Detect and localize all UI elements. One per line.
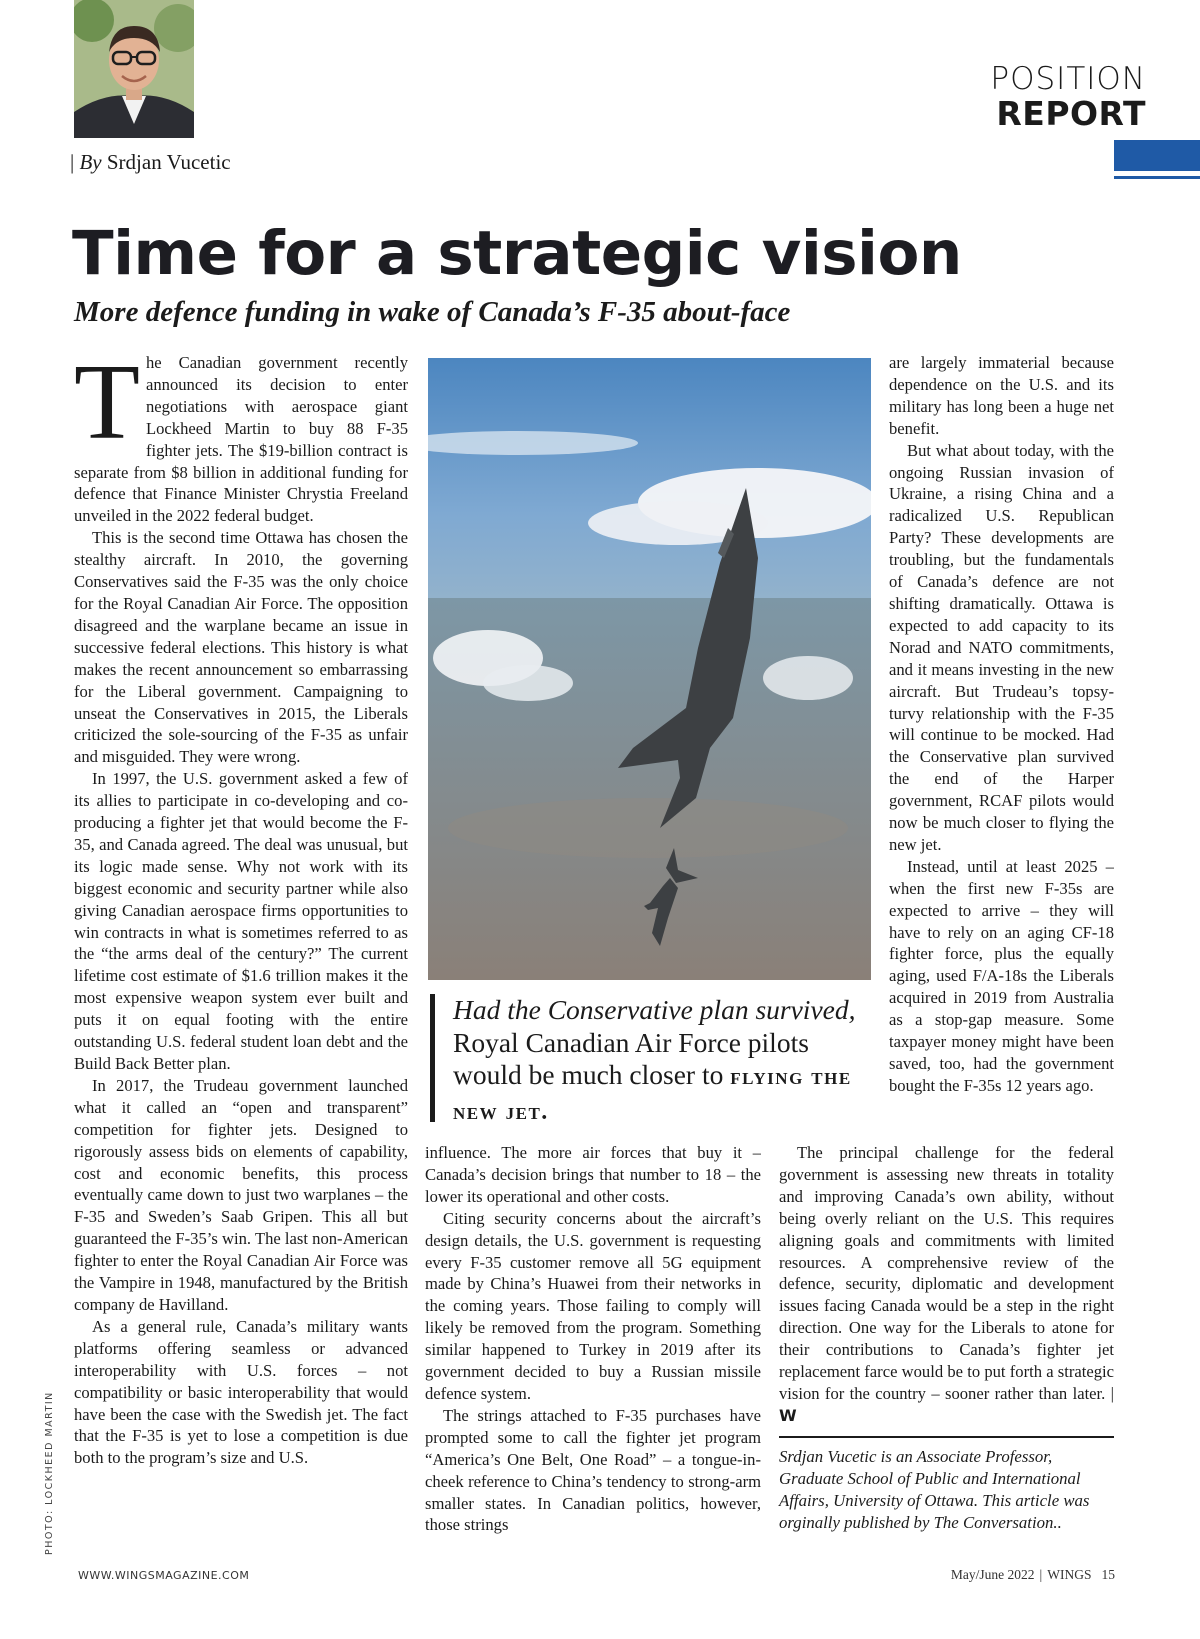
- paragraph-text: he Canadian government recently announced its decision to enter negotiations with aerospace giant Lockheed Martin to buy 88 F-35 fighter jets. The $19-billion contract is separate from $8 billion in additional funding for defence that Finance Minister Chrystia Freeland unveiled in the 2022 federal budget.: [74, 353, 408, 526]
- paragraph: In 2017, the Trudeau government launched what it called an “open and transparent” competition for fighter jets. Designed to rigorously assess bids on elements of capability, cost and economic benefits, this process eventually came down to just two warplanes – the F-35 and Sweden’s Saab Gripen. This all but guaranteed the F-35’s win. The last non-American fighter to enter the Royal Canadian Air Force was the Vampire in 1948, manufactured by the British company de Havilland.: [74, 1075, 408, 1314]
- pull-quote-text: Royal Canadian Air Force pilots would be much closer to: [453, 1026, 809, 1090]
- paragraph: [779, 1142, 1114, 1426]
- byline-author: Srdjan Vucetic: [106, 150, 231, 174]
- byline-by: By: [79, 150, 102, 174]
- paragraph: are largely immaterial because dependence on the U.S. and its military has long been a huge net benefit.: [889, 353, 1114, 438]
- section-accent-line: [1114, 176, 1200, 179]
- byline-prefix: |: [70, 150, 80, 174]
- footer-issue-info: [951, 1567, 1115, 1583]
- paragraph: [74, 352, 408, 527]
- paragraph: This is the second time Ottawa has chosen the stealthy aircraft. In 2010, the governing Conservatives said the F-35 was the only choice for the Royal Canadian Air Force. The opposition disagreed and the warplane became an issue in successive federal elections. This history is what makes the recent announcement so embarrassing for the Liberal government. Campaigning to unseat the Conservatives in 2015, the Liberals criticized the sole-sourcing of the F-35 as unfair and misguided. They were wrong.: [74, 528, 408, 767]
- article-column-2: [425, 1142, 761, 1560]
- article-column-1: [74, 352, 408, 1560]
- paragraph: Citing security concerns about the aircraft’s design details, the U.S. government is requesting every F-35 customer remove all 5G equipment made by China’s Huawei from their networks in the coming years. Those failing to comply will likely be removed from the program. Something similar happened to Turkey in 2019 after its government decided to buy a Russian missile defence system.: [425, 1208, 761, 1403]
- pull-quote-smallcaps: flying the new jet.: [453, 1064, 852, 1125]
- article-column-3-bottom: [779, 1142, 1114, 1426]
- pull-quote-italic: Had the Conservative plan survived,: [453, 994, 856, 1025]
- paragraph: Instead, until at least 2025 – when the first new F-35s are expected to arrive – they will have to rely on an aging CF-18 fighter force, plus the equally aging, used F/A-18s the Liberals acquired in 2019 from Australia as a stop-gap measure. Some taxpayer money might have been saved, too, had the government bought the F-35s 12 years ago.: [889, 856, 1114, 1095]
- f35-photo: [428, 358, 871, 980]
- footer-magazine: WINGS: [1047, 1567, 1092, 1582]
- paragraph: In 1997, the U.S. government asked a few of its allies to participate in co-developing and co-producing a fighter jet that would become the F-35, and Canada agreed. The deal was unusual, but its logic made sense. Why not work with its biggest economic and security partner while also giving Canadian aerospace firms opportunities to win contracts in what is sometimes referred to as the “the arms deal of the century?” The current lifetime cost estimate of $1.6 trillion makes it the most expensive weapon system ever built and puts it on equal footing with the entire outstanding U.S. federal student loan debt and the Build Back Better plan.: [74, 769, 408, 1073]
- paragraph: As a general rule, Canada’s military wants platforms offering seamless or advanced interoperability with U.S. forces – not compatibility or basic interoperability that would have been the case with the Swedish jet. The fact that the F-35 is yet to lose a competition is due both to the program’s size and U.S.: [74, 1316, 408, 1468]
- end-mark: W: [779, 1405, 797, 1425]
- deck: More defence funding in wake of Canada’s F-35 about-face: [74, 296, 791, 328]
- drop-cap: T: [74, 352, 140, 462]
- paragraph: influence. The more air forces that buy it – Canada’s decision brings that number to 18 – the lower its operational and other costs.: [425, 1143, 761, 1206]
- paragraph: The strings attached to F-35 purchases have prompted some to call the fighter jet program “America’s One Belt, One Road” – a tongue-in-cheek reference to China’s tendency to strong-arm smaller states. In Canadian politics, however, those strings: [425, 1405, 761, 1535]
- section-accent-bar: [1114, 140, 1200, 171]
- footer-website: WWW.WINGSMAGAZINE.COM: [78, 1569, 250, 1582]
- paragraph-text: The principal challenge for the federal government is assessing new threats in totality and improving Canada’s own ability, without being overly reliant on the U.S. This requires aligning goals and commitments with limited resources. A comprehensive review of the defence, security, diplomatic and development issues facing Canada would be a step in the right direction. One way for the Liberals to atone for their contributions to Canada’s fighter jet replacement farce would be to put forth a strategic vision for the country – sooner rather than later. |: [779, 1143, 1114, 1403]
- bio-divider: [779, 1436, 1114, 1438]
- footer-separator: |: [1039, 1567, 1043, 1582]
- photo-credit: PHOTO: LOCKHEED MARTIN: [44, 1391, 55, 1555]
- article-column-3-top: [889, 352, 1114, 1139]
- section-tag-line1: POSITION: [990, 61, 1146, 97]
- paragraph: But what about today, with the ongoing Russian invasion of Ukraine, a rising China and a radicalized U.S. Republican Party? These developments are troubling, but the fundamentals of Canada’s defence are not shifting dramatically. Ottawa is expected to add capacity to its Norad and NATO commitments, and it means investing in the new aircraft. But Trudeau’s topsy-turvy relationship with the F-35 will continue to be mocked. Had the Conservative plan survived the end of the Harper government, RCAF pilots would now be much closer to flying the new jet.: [889, 440, 1114, 854]
- footer-issue: May/June 2022: [950, 1567, 1035, 1582]
- section-tag: [990, 61, 1146, 133]
- byline: [70, 150, 231, 175]
- page-number: 15: [1101, 1567, 1115, 1582]
- author-photo: [74, 0, 194, 138]
- headline: Time for a strategic vision: [72, 218, 962, 289]
- author-bio: Srdjan Vucetic is an Associate Professor, Graduate School of Public and International Affairs, University of Ottawa. This article was orginally published by The Conversation..: [779, 1447, 1090, 1532]
- section-tag-line2: REPORT: [996, 94, 1146, 133]
- pull-quote: [430, 994, 870, 1125]
